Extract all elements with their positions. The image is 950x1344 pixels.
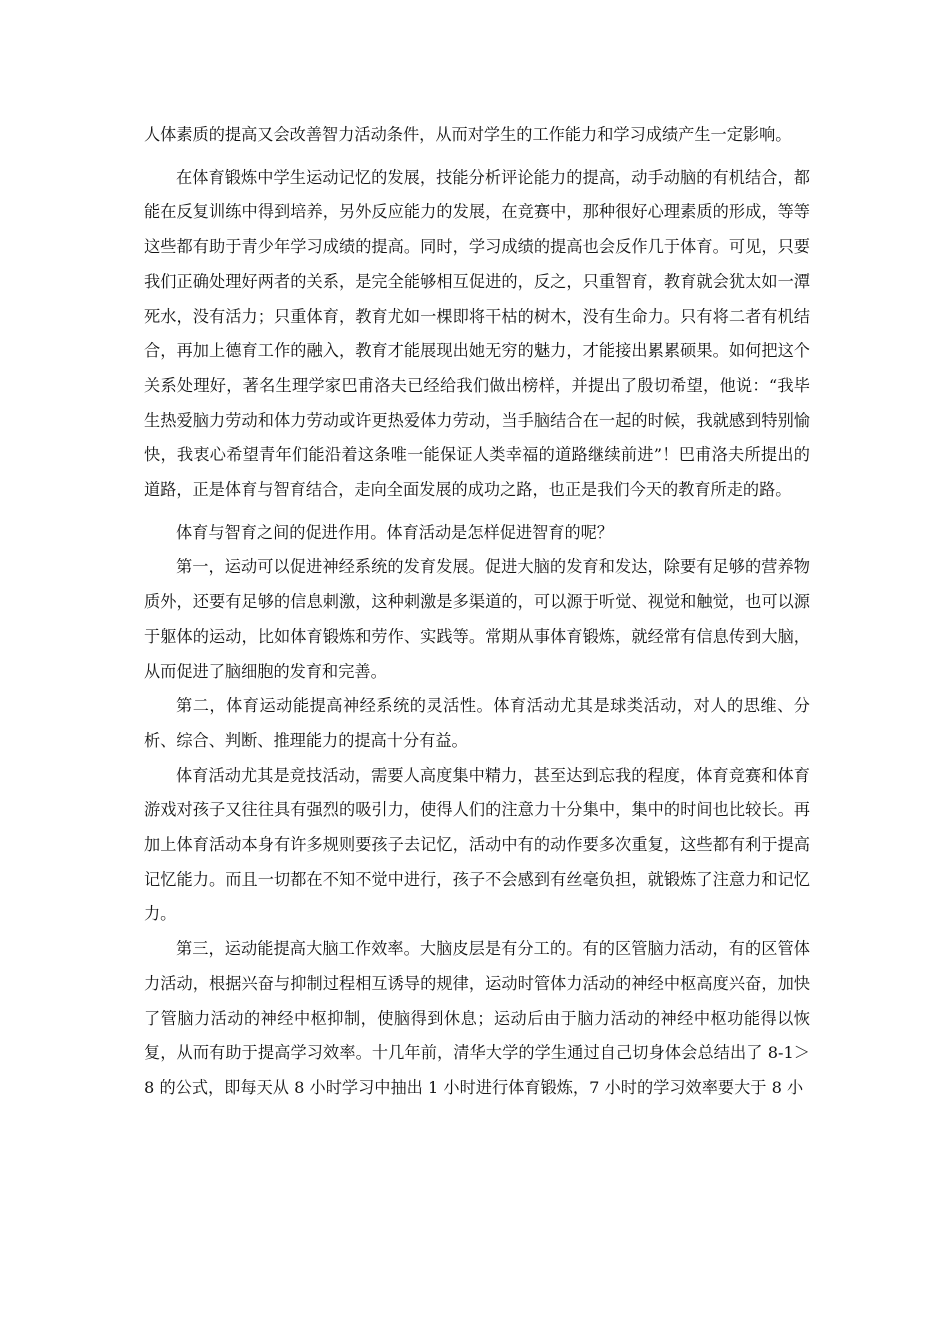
paragraph-1: 人体素质的提高又会改善智力活动条件，从而对学生的工作能力和学习成绩产生一定影响。	[144, 125, 792, 144]
paragraph-3: 体育与智育之间的促进作用。体育活动是怎样促进智育的呢？	[176, 522, 614, 542]
paragraph-7: 第三，运动能提高大脑工作效率。大脑皮层是有分工的。有的区管脑力活动，有的区管体力活动，根据兴奋与抑制过程相互诱导的规律，运动时管体力活动的神经中枢高度兴奋，加快了管脑力活动的神经中枢抑制，使脑得到休息；运动后由于脑力活动的神经中枢功能得以恢复，从而有助于提高学习效率。十几年前，清华大学的学生通过自己切身体会总结出了 8-1＞8 的公式，即每天从 8 小时学习中抽出 1 小时进行体育锻炼，7 小时的学习效率要大于 8 小	[144, 939, 810, 1097]
paragraph-5: 第二，体育运动能提高神经系统的灵活性。体育活动尤其是球类活动，对人的思维、分析、综合、判断、推理能力的提高十分有益。	[144, 696, 810, 750]
paragraph-4: 第一，运动可以促进神经系统的发育发展。促进大脑的发育和发达，除要有足够的营养物质外，还要有足够的信息刺激，这种刺激是多渠道的，可以源于听觉、视觉和触觉，也可以源于躯体的运动，比如体育锻炼和劳作、实践等。常期从事体育锻炼，就经常有信息传到大脑，从而促进了脑细胞的发育和完善。	[144, 557, 810, 681]
paragraph-2: 在体育锻炼中学生运动记忆的发展，技能分析评论能力的提高，动手动脑的有机结合，都能在反复训练中得到培养，另外反应能力的发展，在竞赛中，那种很好心理素质的形成，等等这些都有助于青少年学习成绩的提高。同时，学习成绩的提高也会反作几于体育。可见，只要我们正确处理好两者的关系，是完全能够相互促进的，反之，只重智育，教育就会犹太如一潭死水，没有活力；只重体育，教育尤如一棵即将干枯的树木，没有生命力。只有将二者有机结合，再加上德育工作的融入，教育才能展现出她无穷的魅力，才能接出累累硕果。如何把这个关系处理好，著名生理学家巴甫洛夫已经给我们做出榜样，并提出了殷切希望，他说：“我毕生热爱脑力劳动和体力劳动或许更热爱体力劳动，当手脑结合在一起的时候，我就感到特别愉快，我衷心希望青年们能沿着这条唯一能保证人类幸福的道路继续前进”！巴甫洛夫所提出的道路，正是体育与智育结合，走向全面发展的成功之路，也正是我们今天的教育所走的路。	[144, 167, 810, 500]
paragraph-6: 体育活动尤其是竞技活动，需要人高度集中精力，甚至达到忘我的程度，体育竞赛和体育游戏对孩子又往往具有强烈的吸引力，使得人们的注意力十分集中，集中的时间也比较长。再加上体育活动本身有许多规则要孩子去记忆，活动中有的动作要多次重复，这些都有利于提高记忆能力。而且一切都在不知不觉中进行，孩子不会感到有丝毫负担，就锻炼了注意力和记忆力。	[144, 765, 810, 924]
body-text	[144, 118, 810, 1106]
